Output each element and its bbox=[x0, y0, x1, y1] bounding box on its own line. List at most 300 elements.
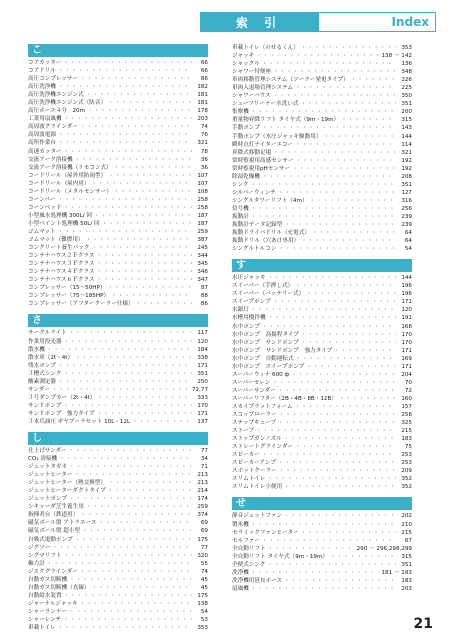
entry-term: ストレートグラインダー bbox=[232, 444, 294, 451]
entry-page: 226 bbox=[401, 77, 412, 84]
index-entry bbox=[28, 300, 208, 308]
dot-leader bbox=[97, 394, 192, 402]
index-entry bbox=[232, 237, 412, 245]
index-entry bbox=[28, 536, 208, 544]
index-entry bbox=[232, 314, 412, 322]
entry-term: 仕上げサンダー bbox=[28, 448, 67, 455]
index-entry bbox=[232, 68, 412, 76]
entry-page: 203 bbox=[401, 585, 412, 592]
dot-leader bbox=[312, 229, 396, 237]
entry-page: 74 bbox=[200, 124, 208, 131]
dot-leader bbox=[273, 68, 396, 76]
entry-term: 小型ベイント処理機 50L/ 回 bbox=[28, 220, 100, 227]
entry-term: ゴムマット（難燃用） bbox=[28, 237, 84, 244]
entry-term: サンドポンプ 強力タイプ bbox=[28, 410, 95, 417]
dot-leader bbox=[251, 108, 396, 116]
entry-term: 昇降式移動足場 bbox=[232, 149, 272, 156]
index-entry bbox=[232, 60, 412, 68]
index-entry bbox=[232, 355, 412, 363]
dot-leader bbox=[279, 411, 396, 419]
index-entry bbox=[28, 447, 208, 455]
dot-leader bbox=[96, 276, 192, 284]
index-entry bbox=[28, 172, 208, 180]
entry-page: 171 bbox=[197, 362, 208, 369]
entry-page: 192 bbox=[401, 157, 412, 164]
entry-term: 常時監視用pHセンサー bbox=[232, 165, 291, 172]
index-title-jp: 索 引 bbox=[200, 12, 318, 32]
entry-page: 88 bbox=[200, 293, 208, 300]
entry-term: 水中ポンプ 高揚程タイプ bbox=[232, 331, 299, 338]
dot-leader bbox=[273, 298, 396, 306]
entry-term: 自吸式電動ポンプ bbox=[28, 536, 73, 543]
entry-page: 209 bbox=[401, 468, 412, 475]
index-entry bbox=[28, 592, 208, 600]
entry-term: スリムトイレ bbox=[232, 476, 266, 483]
index-entry bbox=[232, 379, 412, 387]
dot-leader bbox=[251, 213, 396, 221]
entry-term: 製氷機 bbox=[232, 521, 249, 528]
dot-leader bbox=[58, 362, 192, 370]
entry-term: 高所作業台 bbox=[28, 140, 56, 147]
entry-term: 車載トイレ（のせるくん） bbox=[232, 45, 299, 51]
index-entry bbox=[232, 141, 412, 149]
index-entry bbox=[232, 411, 412, 419]
index-entry bbox=[232, 149, 412, 157]
dot-leader bbox=[99, 519, 192, 527]
index-entry bbox=[28, 236, 208, 244]
entry-page: 77 bbox=[200, 544, 208, 551]
entry-page: 69 bbox=[200, 528, 208, 535]
entry-page: 76 bbox=[200, 132, 208, 139]
entry-term: 全自動リフト bbox=[232, 545, 266, 552]
entry-page: 175 bbox=[197, 536, 208, 543]
index-entry bbox=[28, 576, 208, 584]
entry-page: 169 bbox=[401, 355, 412, 362]
index-entry bbox=[28, 228, 208, 236]
entry-page: 75 bbox=[404, 444, 412, 451]
index-entry bbox=[232, 229, 412, 237]
dot-leader bbox=[295, 84, 396, 92]
index-entry bbox=[232, 403, 412, 411]
index-entry bbox=[28, 503, 208, 511]
index-entry bbox=[28, 362, 208, 370]
index-entry bbox=[232, 306, 412, 314]
dot-leader bbox=[334, 347, 396, 355]
dot-leader bbox=[267, 475, 396, 483]
entry-page: 215 bbox=[401, 428, 412, 435]
index-entry bbox=[232, 443, 412, 451]
dot-leader bbox=[278, 189, 396, 197]
entry-term: 洗浄機用延長ホース bbox=[232, 577, 283, 584]
dot-leader bbox=[330, 553, 396, 561]
dot-leader bbox=[301, 339, 396, 347]
index-entry bbox=[232, 323, 412, 331]
dot-leader bbox=[341, 116, 396, 124]
dot-leader bbox=[284, 221, 396, 229]
entry-term: スイーパー（手押し式） bbox=[232, 283, 294, 290]
dot-leader bbox=[108, 99, 192, 107]
entry-page: 387 bbox=[197, 237, 208, 244]
dot-leader bbox=[339, 395, 396, 403]
section-heading: こ bbox=[28, 44, 208, 57]
dot-leader bbox=[278, 387, 396, 395]
entry-page: 78 bbox=[200, 148, 208, 155]
entry-page: 353 bbox=[197, 625, 208, 632]
index-entry bbox=[28, 338, 208, 346]
dot-leader bbox=[268, 314, 396, 322]
dot-leader bbox=[284, 512, 396, 520]
dot-leader bbox=[80, 511, 192, 519]
index-entry bbox=[28, 91, 208, 99]
entry-page: 350 bbox=[401, 93, 412, 100]
index-entry bbox=[232, 173, 412, 181]
entry-term: 水槽用攪拌機 bbox=[232, 315, 266, 322]
entry-page: 213 bbox=[197, 480, 208, 487]
entry-term: 高圧ホース４分 20m bbox=[28, 108, 86, 115]
index-entry bbox=[232, 577, 412, 585]
entry-term: 全自動リフト タイヤ式（9m・19m） bbox=[232, 553, 328, 560]
entry-page: 344 bbox=[197, 253, 208, 260]
dot-leader bbox=[108, 487, 192, 495]
entry-term: 高圧洗浄機エンジン式（防音） bbox=[28, 100, 107, 107]
entry-term: コンテナハウス２Ｆクラス bbox=[28, 253, 95, 260]
entry-page: 321 bbox=[197, 140, 208, 147]
entry-page: 208 bbox=[401, 173, 412, 180]
entry-term: スリムトイレ小便用 bbox=[232, 484, 283, 491]
dot-leader bbox=[69, 495, 192, 503]
dot-leader bbox=[262, 451, 396, 459]
entry-page: 170 bbox=[401, 331, 412, 338]
entry-page: 258 bbox=[197, 196, 208, 203]
index-entry bbox=[28, 212, 208, 220]
index-entry bbox=[28, 487, 208, 495]
index-entry bbox=[28, 180, 208, 188]
entry-page: 127 bbox=[401, 189, 412, 196]
entry-term: シャーレンチ bbox=[28, 617, 62, 623]
entry-page: 259 bbox=[197, 228, 208, 235]
section-heading: さ bbox=[28, 314, 208, 327]
index-section bbox=[232, 44, 412, 253]
entry-page: 258 bbox=[401, 412, 412, 419]
dot-leader bbox=[74, 471, 192, 479]
dot-leader bbox=[80, 600, 192, 608]
entry-page: 77 bbox=[200, 448, 208, 455]
entry-page: 184 bbox=[197, 346, 208, 353]
index-entry bbox=[28, 527, 208, 535]
entry-term: 洗浄機 bbox=[232, 569, 249, 576]
index-entry bbox=[232, 213, 412, 221]
entry-page: 196 bbox=[401, 283, 412, 290]
entry-page: 54 bbox=[404, 246, 412, 253]
entry-page: 108 bbox=[197, 188, 208, 195]
index-entry bbox=[232, 459, 412, 467]
entry-term: 振動ドライバドリル（充電式） bbox=[232, 230, 310, 237]
entry-term: サンダー bbox=[28, 386, 50, 393]
index-entry bbox=[232, 331, 412, 339]
entry-term: ３槽式シンク bbox=[28, 370, 62, 377]
entry-term: ジグソー bbox=[28, 544, 51, 551]
entry-term: コアドリル bbox=[28, 68, 56, 75]
index-entry bbox=[232, 108, 412, 116]
entry-term: コンテナハウス６Ｆクラス bbox=[28, 277, 95, 284]
entry-page: 214 bbox=[197, 488, 208, 495]
index-entry bbox=[232, 339, 412, 347]
entry-page: 346 bbox=[197, 269, 208, 276]
entry-term: ストップガンノズル bbox=[232, 436, 282, 443]
entry-term: ステップキューブ bbox=[232, 420, 277, 427]
entry-page: 138 bbox=[197, 600, 208, 607]
index-entry bbox=[28, 284, 208, 292]
entry-term: 水中ポンプ サンドポンプ 強力タイプ bbox=[232, 347, 333, 354]
dot-leader bbox=[278, 459, 396, 467]
entry-term: 水銀灯 bbox=[232, 307, 249, 314]
entry-page: 67 bbox=[404, 537, 412, 544]
dot-leader bbox=[301, 44, 396, 52]
dot-leader bbox=[251, 569, 380, 577]
index-entry bbox=[28, 418, 208, 426]
dot-leader bbox=[278, 419, 396, 427]
entry-term: 軸力計 bbox=[28, 560, 45, 567]
dot-leader bbox=[262, 537, 396, 545]
dot-leader bbox=[301, 100, 396, 108]
entry-page: 333 bbox=[197, 394, 208, 401]
entry-term: 水圧ジャッキ bbox=[232, 275, 266, 282]
entry-page: 34 bbox=[200, 456, 208, 463]
dot-leader bbox=[64, 338, 192, 346]
entry-term: 交流アーク溶接機（リモコン式） bbox=[28, 164, 112, 171]
index-entry bbox=[28, 624, 208, 632]
entry-term: 自動給水装置 bbox=[28, 592, 62, 599]
index-title-en: Index bbox=[318, 12, 436, 32]
entry-page: 144 bbox=[401, 275, 412, 282]
dot-leader bbox=[59, 455, 192, 463]
entry-page: 187 bbox=[197, 220, 208, 227]
entry-page: 200 bbox=[401, 109, 412, 116]
index-entry bbox=[28, 608, 208, 616]
dot-leader bbox=[295, 141, 396, 149]
entry-page: 352 bbox=[401, 484, 412, 491]
entry-page: 86 bbox=[200, 301, 208, 308]
dot-leader bbox=[262, 323, 396, 331]
entry-term: 磁気ボール盤 超小型 bbox=[28, 528, 81, 535]
entry-term: 振動ドリル（穴あけ専用） bbox=[232, 238, 300, 245]
entry-term: コアカッター bbox=[28, 60, 62, 66]
entry-term: 高周波電源 bbox=[28, 132, 56, 139]
index-entry bbox=[28, 115, 208, 123]
index-entry bbox=[232, 483, 412, 491]
index-entry bbox=[232, 221, 412, 229]
dot-leader bbox=[63, 616, 192, 624]
index-entry bbox=[28, 188, 208, 196]
entry-page: 183 bbox=[401, 577, 412, 584]
entry-term: コーンベッド bbox=[28, 204, 62, 211]
entry-page: 171 bbox=[401, 363, 412, 370]
index-entry bbox=[232, 181, 412, 189]
entry-page: 253 bbox=[401, 460, 412, 467]
dot-leader bbox=[108, 479, 192, 487]
index-entry bbox=[232, 282, 412, 290]
index-entry bbox=[28, 164, 208, 172]
right-column bbox=[232, 44, 412, 599]
dot-leader bbox=[262, 60, 396, 68]
index-entry bbox=[28, 455, 208, 463]
dot-leader bbox=[86, 236, 192, 244]
index-entry bbox=[232, 157, 412, 165]
dot-leader bbox=[284, 577, 396, 585]
dot-leader bbox=[63, 59, 192, 67]
dot-leader bbox=[114, 188, 192, 196]
entry-term: 手動ポンプ（水圧ジャッキ駆動用） bbox=[232, 133, 322, 140]
entry-term: コードリール（屋外用防雨型） bbox=[28, 172, 107, 179]
dot-leader bbox=[52, 386, 190, 394]
entry-term: スカイプラットフォーム bbox=[232, 403, 293, 410]
index-entry bbox=[28, 600, 208, 608]
entry-term: 高圧洗浄機エンジン式 bbox=[28, 92, 84, 99]
entry-page: 316 bbox=[401, 197, 412, 204]
index-entry bbox=[28, 276, 208, 284]
dot-leader bbox=[69, 329, 192, 337]
dot-leader bbox=[111, 292, 192, 300]
entry-term: 残水ポンプ bbox=[28, 362, 56, 369]
dot-leader bbox=[251, 585, 396, 593]
dot-leader bbox=[284, 435, 396, 443]
index-entry bbox=[28, 131, 208, 139]
index-entry bbox=[232, 76, 412, 84]
index-entry bbox=[28, 616, 208, 624]
entry-term: 指揮者台（鉄道用） bbox=[28, 512, 79, 519]
entry-page: 64 bbox=[404, 230, 412, 237]
index-entry bbox=[232, 363, 412, 371]
entry-term: コンプレッサー（75～185HP） bbox=[28, 293, 110, 300]
dot-leader bbox=[96, 260, 192, 268]
entry-page: 36 bbox=[200, 164, 208, 171]
dot-leader bbox=[58, 67, 192, 75]
entry-term: スーパーサンダー bbox=[232, 387, 276, 394]
dot-leader bbox=[47, 346, 192, 354]
dot-leader bbox=[58, 83, 192, 91]
dot-leader bbox=[63, 204, 192, 212]
entry-term: スーパーリフター（2B・4B・8B・12B） bbox=[232, 395, 337, 402]
entry-term: シングルトルコン bbox=[232, 246, 277, 253]
index-entry bbox=[28, 204, 208, 212]
dot-leader bbox=[102, 220, 192, 228]
index-entry bbox=[28, 148, 208, 156]
section-heading: す bbox=[232, 259, 412, 272]
entry-term: ３号ダンプカー（2t・4t） bbox=[28, 394, 96, 401]
dot-leader bbox=[47, 560, 192, 568]
entry-page: 71 bbox=[200, 464, 208, 471]
entry-page: 253 bbox=[401, 452, 412, 459]
dot-leader bbox=[82, 527, 192, 535]
dot-leader bbox=[92, 584, 192, 592]
dot-leader bbox=[310, 197, 397, 205]
entry-term: 集塵機 bbox=[232, 109, 249, 116]
index-entry bbox=[28, 67, 208, 75]
dot-leader bbox=[284, 483, 396, 491]
entry-page: 157 bbox=[401, 403, 412, 410]
entry-term: 除湿乾燥機 bbox=[232, 173, 260, 180]
entry-term: 水中ポンプ サンドポンプ bbox=[232, 339, 299, 346]
dot-leader bbox=[132, 418, 192, 426]
index-entry bbox=[28, 196, 208, 204]
dot-leader bbox=[58, 139, 192, 147]
entry-term: 高圧洗浄機 bbox=[28, 84, 56, 91]
section-heading: せ bbox=[232, 497, 412, 510]
entry-term: 扇風機 bbox=[232, 585, 249, 592]
entry-page: 250 bbox=[197, 378, 208, 385]
index-entry bbox=[28, 83, 208, 91]
dot-leader bbox=[306, 290, 396, 298]
index-entry bbox=[232, 84, 412, 92]
entry-term: サークルライト bbox=[28, 330, 67, 337]
index-header bbox=[200, 12, 436, 32]
dot-leader bbox=[301, 529, 396, 537]
entry-page: 321 bbox=[401, 149, 412, 156]
entry-term: ゴムマット bbox=[28, 228, 56, 235]
index-section bbox=[28, 432, 208, 632]
entry-term: スーパーセレン bbox=[232, 379, 271, 386]
index-entry bbox=[232, 100, 412, 108]
dot-leader bbox=[267, 561, 396, 569]
dot-leader bbox=[278, 245, 396, 253]
entry-term: 散水機 bbox=[28, 346, 45, 353]
entry-term: 重量物昇降リフト タイヤ式（9m・19m） bbox=[232, 117, 340, 124]
index-entry bbox=[232, 371, 412, 379]
index-entry bbox=[232, 427, 412, 435]
entry-term: スイーパー（バッテリー式） bbox=[232, 291, 305, 298]
entry-term: シルバーウィンチ bbox=[232, 189, 276, 196]
entry-term: CO₂ 溶接機 bbox=[28, 456, 58, 463]
entry-page: 174 bbox=[197, 496, 208, 503]
entry-term: シグマリフト bbox=[28, 552, 62, 559]
entry-page: 290 ～ 296,298,299 bbox=[356, 545, 412, 552]
index-entry bbox=[28, 560, 208, 568]
entry-page: 258 bbox=[197, 204, 208, 211]
entry-page: 45 bbox=[200, 584, 208, 591]
entry-term: 信号機 bbox=[232, 205, 249, 212]
entry-page: 187 bbox=[197, 212, 208, 219]
entry-term: 水中ポンプ bbox=[232, 323, 260, 330]
dot-leader bbox=[75, 354, 192, 362]
entry-term: ジェットヒーター（熱交換型） bbox=[28, 480, 106, 487]
entry-page: 87 bbox=[200, 285, 208, 292]
dot-leader bbox=[323, 133, 396, 141]
entry-term: 常時監視用高感センサー bbox=[232, 157, 294, 164]
index-entry bbox=[232, 197, 412, 205]
index-section bbox=[28, 314, 208, 426]
entry-page: 203 bbox=[197, 116, 208, 123]
entry-page: 256 bbox=[401, 205, 412, 212]
index-entry bbox=[28, 552, 208, 560]
index-entry bbox=[28, 370, 208, 378]
index-entry bbox=[232, 435, 412, 443]
dot-leader bbox=[75, 536, 192, 544]
dot-leader bbox=[251, 521, 396, 529]
entry-term: 水中ポンプ スイープポンプ bbox=[232, 363, 305, 370]
entry-page: 54 bbox=[200, 608, 208, 615]
dot-leader bbox=[87, 107, 192, 115]
dot-leader bbox=[52, 544, 192, 552]
entry-term: 工業用扇風機 bbox=[28, 116, 62, 123]
entry-page: 351 bbox=[401, 101, 412, 108]
entry-term: 振動計 bbox=[232, 213, 249, 220]
entry-term: シングルタワーリフト（4m） bbox=[232, 197, 308, 204]
index-entry bbox=[28, 378, 208, 386]
dot-leader bbox=[136, 300, 192, 308]
entry-term: スーパーウィナ 600 ф bbox=[232, 371, 290, 378]
index-entry bbox=[28, 495, 208, 503]
index-entry bbox=[28, 59, 208, 67]
